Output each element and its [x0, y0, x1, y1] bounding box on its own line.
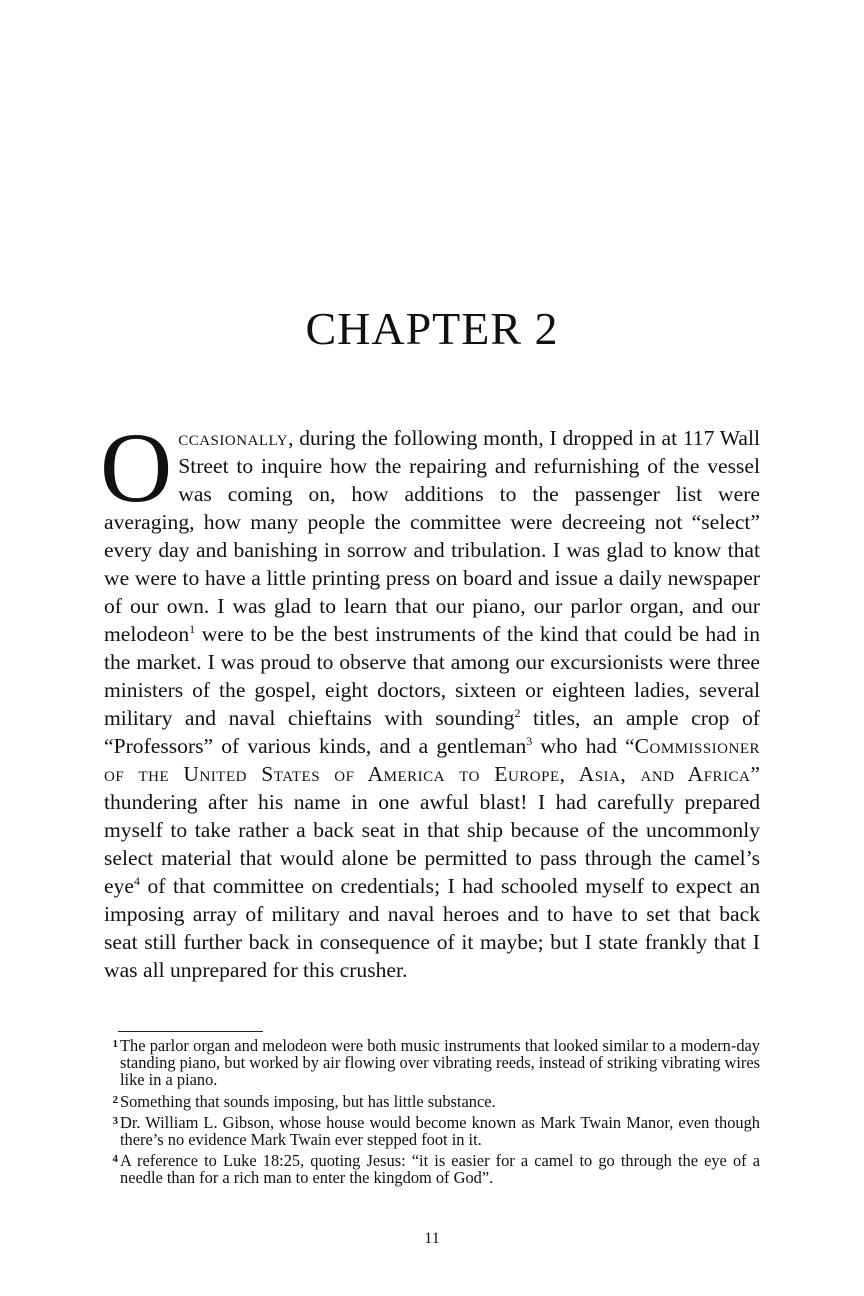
footnote-ref-1[interactable]: 1 — [189, 621, 196, 636]
footnote-2 — [104, 1093, 760, 1110]
footnote-text: The parlor organ and melodeon were both music instruments that looked similar to a modern-day standing piano, but worked by air flowing over vibrating reeds, instead of striking vibrating wires like in a piano. — [120, 1036, 761, 1090]
footnote-4 — [104, 1152, 760, 1186]
footnote-text: A reference to Luke 18:25, quoting Jesus: “it is easier for a camel to go through the eye of a needle than for a rich man to enter the kingdom of God”. — [120, 1151, 760, 1188]
footnote-ref-2[interactable]: 2 — [514, 705, 521, 720]
footnote-ref-3[interactable]: 3 — [526, 733, 533, 748]
page-number: 11 — [424, 1230, 440, 1247]
drop-cap: O — [100, 412, 173, 523]
body-text-segment: ” thundering after his name in one awful blast! I had carefully prepared myself to take rather a back seat in that ship because of the uncommonly select material that would alone be permitted to pass through the camel’s eye — [104, 762, 760, 898]
body-text-segment: titles, an ample crop of “Professors” of various kinds, and a gentleman — [104, 706, 760, 758]
chapter-title: CHAPTER 2 — [305, 303, 559, 354]
footnote-text: Dr. William L. Gibson, whose house would become known as Mark Twain Manor, even though there’s no evidence Mark Twain ever stepped foot in it. — [120, 1112, 760, 1150]
footnote-1 — [104, 1037, 760, 1089]
footnote-number: 4 — [112, 1153, 118, 1166]
footnote-number: 3 — [112, 1114, 118, 1127]
footnote-3 — [104, 1114, 760, 1148]
body-text-segment: of that committee on credentials; I had schooled myself to expect an imposing array of military and naval heroes and to have to set that back seat still further back in consequence of it maybe; but I state frankly that I was all unprepared for this crusher. — [104, 874, 760, 982]
footnote-ref-4[interactable]: 4 — [133, 873, 140, 888]
opening-small-caps: ccasionally — [178, 426, 289, 450]
body-text-segment: were to be the best instruments of the kind that could be had in the market. I was proud to observe that among our excursionists were three ministers of the gospel, eight doctors, sixteen or eighteen ladies, several military and naval chieftains with sounding — [104, 622, 760, 730]
body-text-segment: who had “ — [532, 734, 635, 758]
footnote-number: 2 — [112, 1093, 118, 1106]
footnote-divider — [118, 1031, 263, 1032]
body-text-segment: , during the following month, I dropped in at 117 Wall Street to inquire how the repairing and refurnishing of the vessel was coming on, how additions to the passenger list were averaging, how many people the committee were decreeing not “select” every day and banishing in sorrow and tribulation. I was glad to know that we were to have a little printing press on board and issue a daily newspaper of our own. I was glad to learn that our piano, our parlor organ, and our melodeon — [104, 426, 760, 646]
footnote-text: Something that sounds imposing, but has little substance. — [120, 1091, 496, 1111]
commissioner-title-small-caps: Commissioner of the United States of America to Europe, Asia, and Africa — [104, 734, 760, 786]
footnotes — [104, 1037, 760, 1191]
chapter-body-paragraph — [100, 412, 760, 984]
footnote-number: 1 — [112, 1038, 118, 1050]
